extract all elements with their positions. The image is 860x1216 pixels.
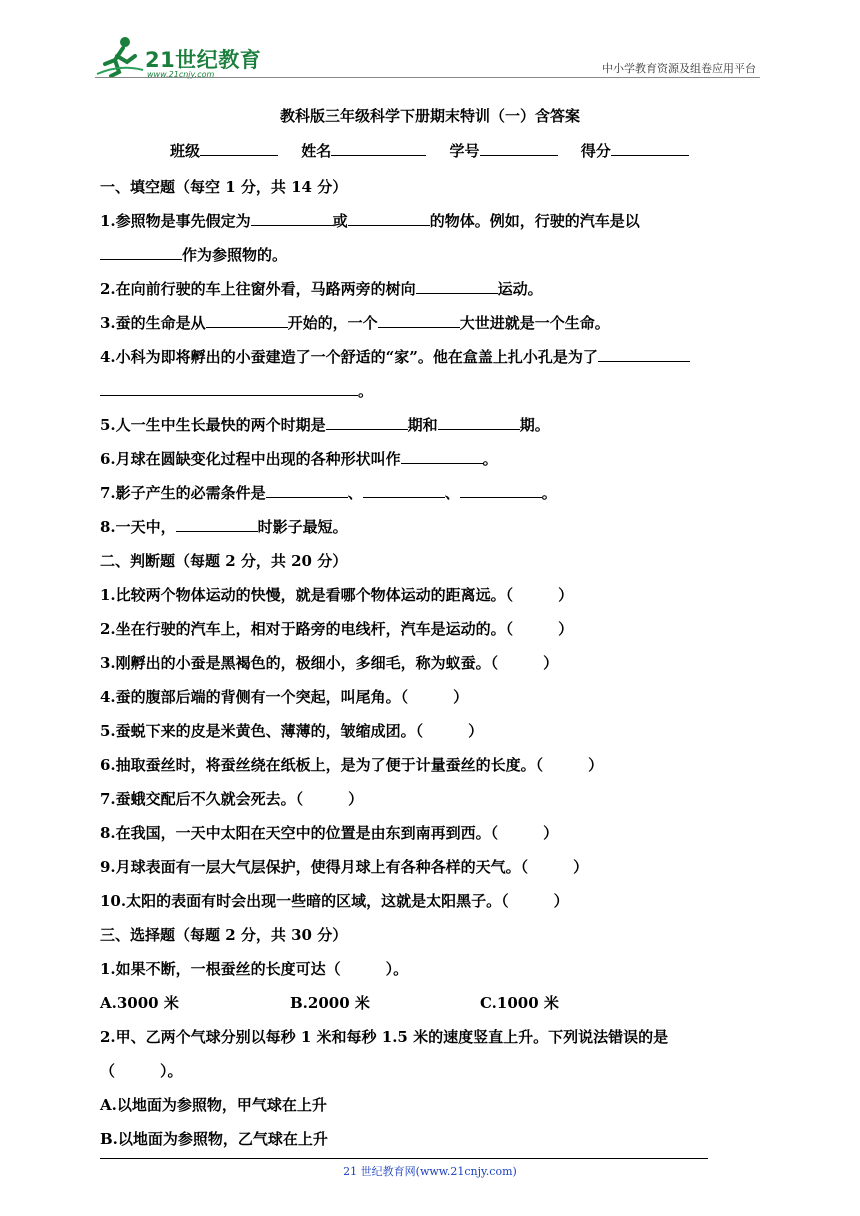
fill-question-7: 7.影子产生的必需条件是 、 、 。 xyxy=(100,476,765,510)
answer-blank[interactable] xyxy=(266,479,348,498)
answer-blank[interactable] xyxy=(416,275,498,294)
option-a: A.3000 米 xyxy=(100,994,179,1012)
judge-question: 5.蚕蜕下来的皮是米黄色、薄薄的，皱缩成团。（ ） xyxy=(100,722,484,740)
exam-content xyxy=(100,170,765,1156)
student-info-row xyxy=(170,140,707,161)
class-field: 班级 xyxy=(170,142,278,160)
choice-option-2b: B.以地面为参照物，乙气球在上升 xyxy=(100,1130,328,1148)
option-b: B.2000 米 xyxy=(290,994,370,1012)
fill-question-4-cont: 。 xyxy=(100,374,765,408)
score-field: 得分 xyxy=(581,142,689,160)
footer-divider xyxy=(100,1158,708,1159)
judge-question: 9.月球表面有一层大气层保护，使得月球上有各种各样的天气。（ ） xyxy=(100,858,589,876)
fill-question-2: 2.在向前行驶的车上往窗外看，马路两旁的树向 运动。 xyxy=(100,272,765,306)
page-header xyxy=(95,30,760,80)
answer-blank[interactable] xyxy=(348,207,430,226)
choice-question-2: 2.甲、乙两个气球分别以每秒 1 米和每秒 1.5 米的速度竖直上升。下列说法错误的是 xyxy=(100,1028,669,1046)
number-blank[interactable] xyxy=(480,141,558,156)
answer-blank[interactable] xyxy=(438,411,520,430)
answer-blank[interactable] xyxy=(460,479,542,498)
class-blank[interactable] xyxy=(200,141,278,156)
runner-logo-icon xyxy=(95,34,145,78)
answer-blank[interactable] xyxy=(100,377,358,396)
answer-blank[interactable] xyxy=(100,241,182,260)
name-blank[interactable] xyxy=(331,141,426,156)
header-divider xyxy=(95,77,760,78)
option-c: C.1000 米 xyxy=(480,994,559,1012)
choice-question-2-cont: （ ）。 xyxy=(100,1062,183,1080)
answer-blank[interactable] xyxy=(251,207,333,226)
judge-question: 4.蚕的腹部后端的背侧有一个突起，叫尾角。（ ） xyxy=(100,688,469,706)
fill-question-5: 5.人一生中生长最快的两个时期是 期和 期。 xyxy=(100,408,765,442)
fill-question-8: 8.一天中， 时影子最短。 xyxy=(100,510,765,544)
section2-heading: 二、判断题（每题 2 分，共 20 分） xyxy=(100,552,348,570)
logo-url: www.21cnjy.com xyxy=(147,70,215,79)
fill-question-3: 3.蚕的生命是从 开始的，一个 大世进就是一个生命。 xyxy=(100,306,765,340)
answer-blank[interactable] xyxy=(401,445,483,464)
logo xyxy=(95,34,265,78)
fill-question-1: 1.参照物是事先假定为 或 的物体。例如，行驶的汽车是以 xyxy=(100,204,765,238)
choice-question-1: 1.如果不断，一根蚕丝的长度可达（ ）。 xyxy=(100,960,409,978)
answer-blank[interactable] xyxy=(206,309,288,328)
fill-question-6: 6.月球在圆缺变化过程中出现的各种形状叫作 。 xyxy=(100,442,765,476)
section1-heading: 一、填空题（每空 1 分，共 14 分） xyxy=(100,178,348,196)
section3-heading: 三、选择题（每题 2 分，共 30 分） xyxy=(100,926,348,944)
answer-blank[interactable] xyxy=(176,513,258,532)
logo-text: 21世纪教育 xyxy=(145,48,262,72)
answer-blank[interactable] xyxy=(378,309,460,328)
platform-tagline: 中小学教育资源及组卷应用平台 xyxy=(602,62,756,75)
footer-source: 21 世纪教育网(www.21cnjy.com) xyxy=(343,1165,517,1178)
number-field: 学号 xyxy=(450,142,558,160)
judge-question: 6.抽取蚕丝时，将蚕丝绕在纸板上，是为了便于计量蚕丝的长度。（ ） xyxy=(100,756,604,774)
answer-blank[interactable] xyxy=(598,343,690,362)
answer-blank[interactable] xyxy=(326,411,408,430)
choice-option-2a: A.以地面为参照物，甲气球在上升 xyxy=(100,1096,327,1114)
judge-question: 1.比较两个物体运动的快慢，就是看哪个物体运动的距离远。（ ） xyxy=(100,586,574,604)
judge-question: 10.太阳的表面有时会出现一些暗的区域，这就是太阳黑子。（ ） xyxy=(100,892,569,910)
score-blank[interactable] xyxy=(611,141,689,156)
name-field: 姓名 xyxy=(301,142,426,160)
judge-question: 7.蚕蛾交配后不久就会死去。（ ） xyxy=(100,790,364,808)
fill-question-4: 4.小科为即将孵出的小蚕建造了一个舒适的“家”。他在盒盖上扎小孔是为了 xyxy=(100,340,765,374)
choice-options-1 xyxy=(100,986,765,1020)
judge-question: 3.刚孵出的小蚕是黑褐色的，极细小，多细毛，称为蚁蚕。（ ） xyxy=(100,654,559,672)
judge-question: 8.在我国，一天中太阳在天空中的位置是由东到南再到西。（ ） xyxy=(100,824,559,842)
answer-blank[interactable] xyxy=(363,479,445,498)
judge-question: 2.坐在行驶的汽车上，相对于路旁的电线杆，汽车是运动的。（ ） xyxy=(100,620,574,638)
page-title: 教科版三年级科学下册期末特训（一）含答案 xyxy=(279,107,580,125)
fill-question-1-cont: 作为参照物的。 xyxy=(100,238,765,272)
